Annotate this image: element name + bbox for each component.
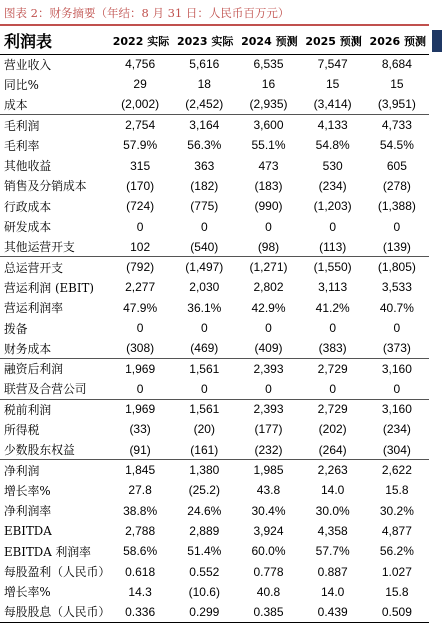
row-label: 同比%: [4, 77, 39, 92]
cell-value: 15: [325, 77, 340, 92]
cell-value: 0: [136, 219, 144, 234]
cell-value: (775): [190, 199, 219, 214]
table-row: [0, 298, 429, 318]
row-label: 每股盈利（人民币）: [4, 565, 111, 580]
row-label: 成本: [4, 97, 28, 112]
row-label: 增长率%: [4, 483, 51, 498]
cell-value: 0.509: [365, 602, 429, 622]
cell-value: 40.8: [256, 584, 281, 599]
cell-value: 60.0%: [251, 544, 286, 559]
cell-value: 56.3%: [187, 138, 222, 153]
table-row: [0, 155, 429, 175]
cell-value: 16: [261, 77, 276, 92]
cell-value: (25.2): [188, 483, 220, 498]
cell-value: 1,969: [108, 399, 172, 419]
cropped-header-block: [432, 30, 442, 52]
cell-value: 1,380: [172, 460, 236, 480]
cell-value: (1,805): [365, 257, 429, 277]
cell-value: (724): [126, 199, 155, 214]
cell-value: 2,754: [108, 115, 172, 135]
cell-value: (139): [382, 239, 411, 254]
column-header: 2025 预测: [305, 34, 362, 48]
caption-divider: [0, 24, 429, 26]
cell-value: 3,160: [365, 358, 429, 378]
cell-value: (1,271): [236, 257, 300, 277]
cell-value: 2,889: [189, 523, 220, 538]
cell-value: 0: [136, 381, 144, 396]
cell-value: 0.618: [125, 564, 156, 579]
cell-value: (177): [254, 422, 283, 437]
row-label: 销售及分销成本: [4, 179, 87, 194]
cell-value: 15: [390, 77, 404, 92]
row-label: 净利润: [0, 460, 108, 480]
cell-value: 18: [197, 77, 211, 92]
cell-value: 2,729: [301, 358, 365, 378]
cell-value: 102: [130, 239, 151, 254]
cell-value: (3,414): [313, 97, 352, 112]
row-label: 其他运营开支: [4, 240, 75, 255]
cell-value: 14.3: [128, 584, 152, 599]
cell-value: 57.9%: [123, 138, 158, 153]
cell-value: 0: [329, 219, 337, 234]
cell-value: 1,845: [108, 460, 172, 480]
cell-value: 2,393: [236, 358, 300, 378]
cell-value: (540): [190, 239, 219, 254]
cell-value: 0: [200, 219, 208, 234]
cell-value: (170): [126, 178, 155, 193]
cell-value: 3,533: [381, 280, 412, 295]
cell-value: 47.9%: [123, 300, 158, 315]
cell-value: 0: [200, 381, 208, 396]
cell-value: 0: [393, 219, 401, 234]
table-row: [0, 196, 429, 216]
table-row: [0, 480, 429, 500]
cell-value: 2,729: [301, 399, 365, 419]
row-label: EBITDA: [4, 523, 52, 538]
row-label: 融资后利润: [0, 358, 108, 378]
row-label: 增长率%: [4, 585, 51, 600]
cell-value: 42.9%: [251, 300, 286, 315]
income-statement-table-container: [0, 28, 429, 623]
cell-value: 3,164: [172, 115, 236, 135]
table-header-row: [0, 28, 429, 54]
cell-value: 30.0%: [315, 503, 350, 518]
table-row: [0, 54, 429, 74]
cell-value: 54.5%: [379, 138, 414, 153]
table-row: [0, 277, 429, 297]
cell-value: (2,452): [185, 97, 224, 112]
cell-value: 2,263: [301, 460, 365, 480]
cell-value: 24.6%: [187, 503, 222, 518]
cell-value: 1,969: [108, 358, 172, 378]
row-label: 财务成本: [4, 341, 52, 356]
cell-value: 51.4%: [187, 544, 222, 559]
cell-value: (792): [108, 257, 172, 277]
cell-value: 3,600: [236, 115, 300, 135]
table-row: [0, 115, 429, 135]
cell-value: (278): [382, 178, 411, 193]
table-row: [0, 257, 429, 277]
cell-value: 0: [329, 381, 337, 396]
cell-value: 14.0: [320, 483, 345, 498]
cell-value: (308): [126, 341, 155, 356]
table-body: [0, 54, 429, 622]
cell-value: 58.6%: [123, 544, 158, 559]
cell-value: 0: [393, 381, 401, 396]
cell-value: 5,616: [189, 57, 220, 72]
row-label: 营运利润 (EBIT): [4, 280, 94, 295]
cell-value: 4,358: [317, 523, 348, 538]
row-label: 净利润率: [4, 504, 52, 519]
cell-value: 3,924: [253, 523, 284, 538]
cell-value: 1.027: [381, 564, 412, 579]
cell-value: (1,497): [172, 257, 236, 277]
row-label: 研发成本: [4, 220, 52, 235]
cell-value: 0.552: [189, 564, 220, 579]
cell-value: 15.8: [385, 584, 409, 599]
row-label: 行政成本: [4, 199, 52, 214]
cell-value: 36.1%: [187, 300, 222, 315]
cell-value: (234): [382, 422, 411, 437]
row-label: 营运利润率: [4, 301, 63, 316]
cell-value: 3,160: [365, 399, 429, 419]
cell-value: 7,547: [317, 57, 348, 72]
cell-value: (98): [257, 239, 280, 254]
cell-value: 4,733: [365, 115, 429, 135]
cell-value: 0: [200, 321, 208, 335]
cell-value: 55.1%: [251, 138, 286, 153]
cell-value: 0.385: [236, 602, 300, 622]
cell-value: 4,877: [381, 523, 412, 538]
cell-value: 0: [393, 321, 401, 335]
row-label: 毛利润: [0, 115, 108, 135]
cell-value: 41.2%: [315, 300, 350, 315]
cell-value: 363: [194, 158, 215, 173]
cell-value: 473: [258, 158, 279, 173]
cell-value: 315: [130, 158, 151, 173]
cell-value: 2,802: [253, 280, 284, 295]
table-row: [0, 582, 429, 602]
cell-value: (182): [190, 178, 219, 193]
cell-value: 0.336: [108, 602, 172, 622]
table-row: [0, 602, 429, 622]
table-row: [0, 95, 429, 115]
cell-value: 605: [386, 158, 407, 173]
cell-value: 15.8: [385, 483, 409, 498]
cell-value: (2,935): [249, 97, 288, 112]
cell-value: (91): [129, 442, 151, 457]
cell-value: 43.8: [256, 483, 281, 498]
cell-value: (409): [254, 341, 283, 356]
cell-value: (2,002): [121, 97, 160, 112]
cell-value: 30.4%: [251, 503, 286, 518]
cell-value: (234): [318, 178, 347, 193]
cell-value: 2,393: [236, 399, 300, 419]
cell-value: 0.778: [253, 564, 284, 579]
cell-value: 54.8%: [315, 138, 350, 153]
row-label: 少数股东权益: [4, 443, 75, 458]
cell-value: 29: [133, 77, 147, 92]
row-label: 所得税: [4, 422, 40, 437]
row-label: 其他收益: [4, 159, 52, 174]
cell-value: (161): [190, 442, 219, 457]
column-header: 2026 预测: [369, 34, 426, 48]
table-row: [0, 237, 429, 257]
column-header: 2024 预测: [241, 34, 298, 48]
table-title: 利润表: [4, 32, 53, 52]
table-row: [0, 399, 429, 419]
cell-value: (232): [254, 442, 283, 457]
column-header: 2022 实际: [112, 34, 170, 48]
cell-value: (1,550): [301, 257, 365, 277]
cell-value: (33): [129, 422, 151, 437]
cell-value: 0: [265, 321, 272, 335]
cell-value: 2,622: [365, 460, 429, 480]
cell-value: 8,684: [381, 57, 412, 72]
cell-value: (113): [319, 239, 347, 254]
table-row: [0, 419, 429, 439]
cell-value: (3,951): [377, 97, 416, 112]
cell-value: (373): [382, 341, 411, 356]
cell-value: 0: [136, 321, 144, 335]
cell-value: 57.7%: [315, 544, 350, 559]
table-row: [0, 521, 429, 541]
table-row: [0, 338, 429, 358]
cell-value: 0.887: [317, 564, 348, 579]
row-label: 营业收入: [4, 57, 52, 72]
cell-value: 6,535: [253, 57, 284, 72]
cell-value: (20): [193, 422, 215, 437]
row-label: 每股股息（人民币）: [0, 602, 108, 622]
cell-value: 0.299: [172, 602, 236, 622]
row-label: 联营及合营公司: [4, 382, 87, 397]
cell-value: (264): [318, 442, 347, 457]
cropped-adjacent-column: [429, 0, 442, 627]
table-row: [0, 358, 429, 378]
table-row: [0, 74, 429, 94]
cell-value: (304): [382, 442, 411, 457]
cell-value: 0: [265, 219, 272, 234]
cell-value: 2,030: [189, 280, 220, 295]
cell-value: 2,788: [125, 523, 156, 538]
cell-value: 2,277: [125, 280, 156, 295]
column-header: 2023 实际: [176, 34, 234, 48]
table-row: [0, 460, 429, 480]
figure-caption: 图表 2：财务摘要（年结：8 月 31 日：人民币百万元）: [4, 6, 290, 20]
cell-value: 1,561: [172, 399, 236, 419]
cell-value: 3,113: [318, 280, 348, 295]
cell-value: 0: [265, 381, 272, 396]
table-row: [0, 318, 429, 338]
cell-value: 1,561: [172, 358, 236, 378]
row-label: 总运营开支: [0, 257, 108, 277]
table-row: [0, 541, 429, 561]
row-label: 拨备: [4, 321, 28, 336]
cell-value: (383): [318, 341, 347, 356]
cell-value: 530: [322, 158, 343, 173]
table-row: [0, 561, 429, 581]
income-statement-table: [0, 28, 429, 623]
cell-value: (183): [254, 178, 283, 193]
cell-value: 30.2%: [379, 503, 414, 518]
row-label: EBITDA 利润率: [4, 544, 91, 559]
cell-value: 4,133: [301, 115, 365, 135]
cell-value: (469): [190, 341, 219, 356]
cell-value: 38.8%: [123, 503, 158, 518]
cell-value: 40.7%: [379, 300, 414, 315]
cell-value: (10.6): [188, 584, 220, 599]
cell-value: 4,756: [125, 57, 156, 72]
row-label: 税前利润: [0, 399, 108, 419]
table-row: [0, 501, 429, 521]
table-row: [0, 135, 429, 155]
cell-value: (1,203): [313, 199, 352, 214]
table-row: [0, 176, 429, 196]
cell-value: 1,985: [236, 460, 300, 480]
cell-value: 14.0: [320, 584, 345, 599]
table-row: [0, 216, 429, 236]
cell-value: 0.439: [301, 602, 365, 622]
cell-value: 56.2%: [379, 544, 414, 559]
table-row: [0, 379, 429, 399]
cell-value: 27.8: [128, 483, 152, 498]
cell-value: (1,388): [377, 199, 416, 214]
cell-value: 0: [329, 321, 337, 335]
row-label: 毛利率: [4, 138, 40, 153]
cell-value: (202): [318, 422, 347, 437]
cell-value: (990): [254, 199, 283, 214]
table-row: [0, 440, 429, 460]
